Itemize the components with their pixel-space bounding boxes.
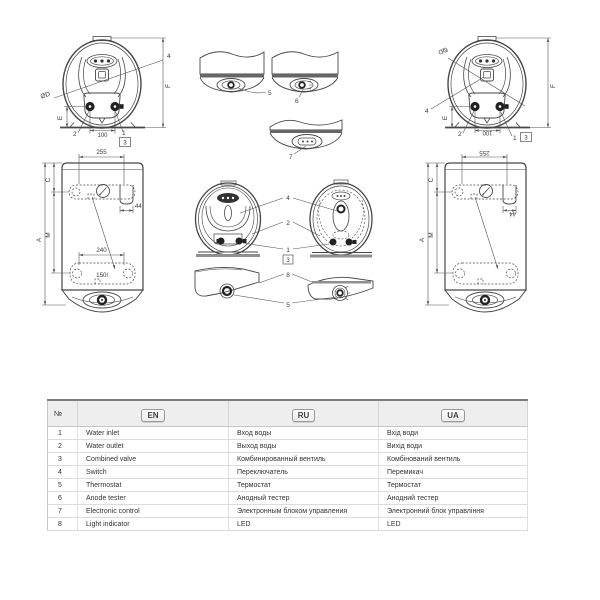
row-ua: Перемикач — [379, 466, 528, 479]
row-number: 7 — [48, 505, 78, 518]
label-dim-A: A — [419, 237, 426, 243]
label-dim-44: 44 — [509, 210, 516, 216]
label-part-thermostat: 5 — [268, 90, 272, 97]
row-number: 5 — [48, 479, 78, 492]
row-en: Anode tester — [78, 492, 229, 505]
view-section-circle-left — [196, 181, 261, 257]
language-tab-ru: RU — [292, 409, 316, 422]
row-en: Electronic control — [78, 505, 229, 518]
label-part-valve: 3 — [286, 258, 290, 264]
label-dim-100: 100 — [97, 133, 108, 139]
view-section-circle-right — [310, 180, 372, 258]
view-front-right — [419, 149, 526, 312]
row-en: Combined valve — [78, 453, 229, 466]
label-dim-100: 100 — [482, 129, 493, 135]
view-cap-detail-7 — [270, 120, 342, 149]
language-tab-ua: UA — [441, 409, 465, 422]
label-dim-E: E — [442, 115, 449, 121]
table-row — [48, 466, 528, 479]
table-row — [48, 427, 528, 440]
table-row — [48, 440, 528, 453]
label-part-valve: 3 — [123, 140, 127, 147]
label-part-light-indicator: 8 — [286, 272, 290, 279]
row-ru: Выход воды — [229, 440, 379, 453]
row-ua: Термостат — [379, 479, 528, 492]
row-number: 2 — [48, 440, 78, 453]
legend-table — [47, 399, 528, 531]
label-dim-44: 44 — [135, 204, 142, 210]
row-en: Light indicator — [78, 518, 229, 531]
row-ua: Вхід води — [379, 427, 528, 440]
label-part-inlet: 2 — [286, 220, 290, 227]
label-part-switch: 4 — [425, 108, 429, 115]
view-bottom-side-left — [195, 267, 259, 298]
label-part-outlet: 1 — [286, 247, 290, 254]
label-diameter: ØD — [437, 46, 450, 57]
label-part-inlet: 2 — [458, 131, 462, 138]
row-number: 4 — [48, 466, 78, 479]
label-part-switch: 4 — [167, 53, 171, 60]
view-bottom-side-right — [308, 277, 373, 300]
table-row — [48, 453, 528, 466]
label-dim-C: C — [45, 177, 52, 183]
label-part-anode-tester: 6 — [295, 98, 299, 105]
label-dim-E: E — [57, 115, 64, 121]
view-cap-detail-5 — [200, 52, 264, 92]
row-ua: Вихід води — [379, 440, 528, 453]
row-ru: Термостат — [229, 479, 379, 492]
label-dim-A: A — [36, 237, 43, 243]
label-part-outlet: 1 — [122, 130, 126, 137]
label-dim-C: C — [428, 177, 435, 183]
view-top-circular-right — [425, 37, 557, 143]
row-ru: Комбинированный вентиль — [229, 453, 379, 466]
label-part-switch: 4 — [286, 195, 290, 202]
row-en: Switch — [78, 466, 229, 479]
row-number: 3 — [48, 453, 78, 466]
column-number-header: № — [48, 400, 78, 427]
label-dim-255: 255 — [96, 149, 107, 156]
label-dim-F: F — [550, 84, 557, 88]
table-row — [48, 479, 528, 492]
label-dim-255: 255 — [479, 149, 490, 156]
row-ua: Электронний блок управління — [379, 505, 528, 518]
row-ru: Вход воды — [229, 427, 379, 440]
row-ru: Анодный тестер — [229, 492, 379, 505]
row-ru: Переключатель — [229, 466, 379, 479]
label-part-inlet: 2 — [73, 131, 77, 138]
view-top-circular-left — [40, 37, 172, 147]
label-part-outlet: 1 — [513, 135, 517, 142]
row-ru: LED — [229, 518, 379, 531]
label-dim-M: M — [45, 232, 52, 238]
label-dim-M: M — [428, 232, 435, 238]
label-part-thermostat: 5 — [286, 302, 290, 309]
row-en: Water outlet — [78, 440, 229, 453]
row-number: 1 — [48, 427, 78, 440]
table-row — [48, 492, 528, 505]
row-ua: LED — [379, 518, 528, 531]
language-tab-en: EN — [141, 409, 164, 422]
label-dim-F: F — [165, 84, 172, 88]
label-capacity: 150l — [96, 272, 108, 279]
label-dim-240: 240 — [96, 247, 107, 254]
row-ua: Анодний тестер — [379, 492, 528, 505]
legend-table-section — [47, 399, 527, 531]
row-number: 6 — [48, 492, 78, 505]
view-cap-detail-6 — [272, 52, 338, 92]
label-part-valve: 3 — [524, 135, 528, 142]
table-row — [48, 505, 528, 518]
row-en: Thermostat — [78, 479, 229, 492]
legend-header-row — [48, 400, 528, 427]
row-ua: Комбінований вентиль — [379, 453, 528, 466]
row-en: Water inlet — [78, 427, 229, 440]
table-row — [48, 518, 528, 531]
label-part-electronic-control: 7 — [289, 154, 293, 161]
row-number: 8 — [48, 518, 78, 531]
view-front-left — [36, 149, 143, 312]
row-ru: Электронным блоком управления — [229, 505, 379, 518]
label-diameter: ØD — [39, 90, 52, 101]
